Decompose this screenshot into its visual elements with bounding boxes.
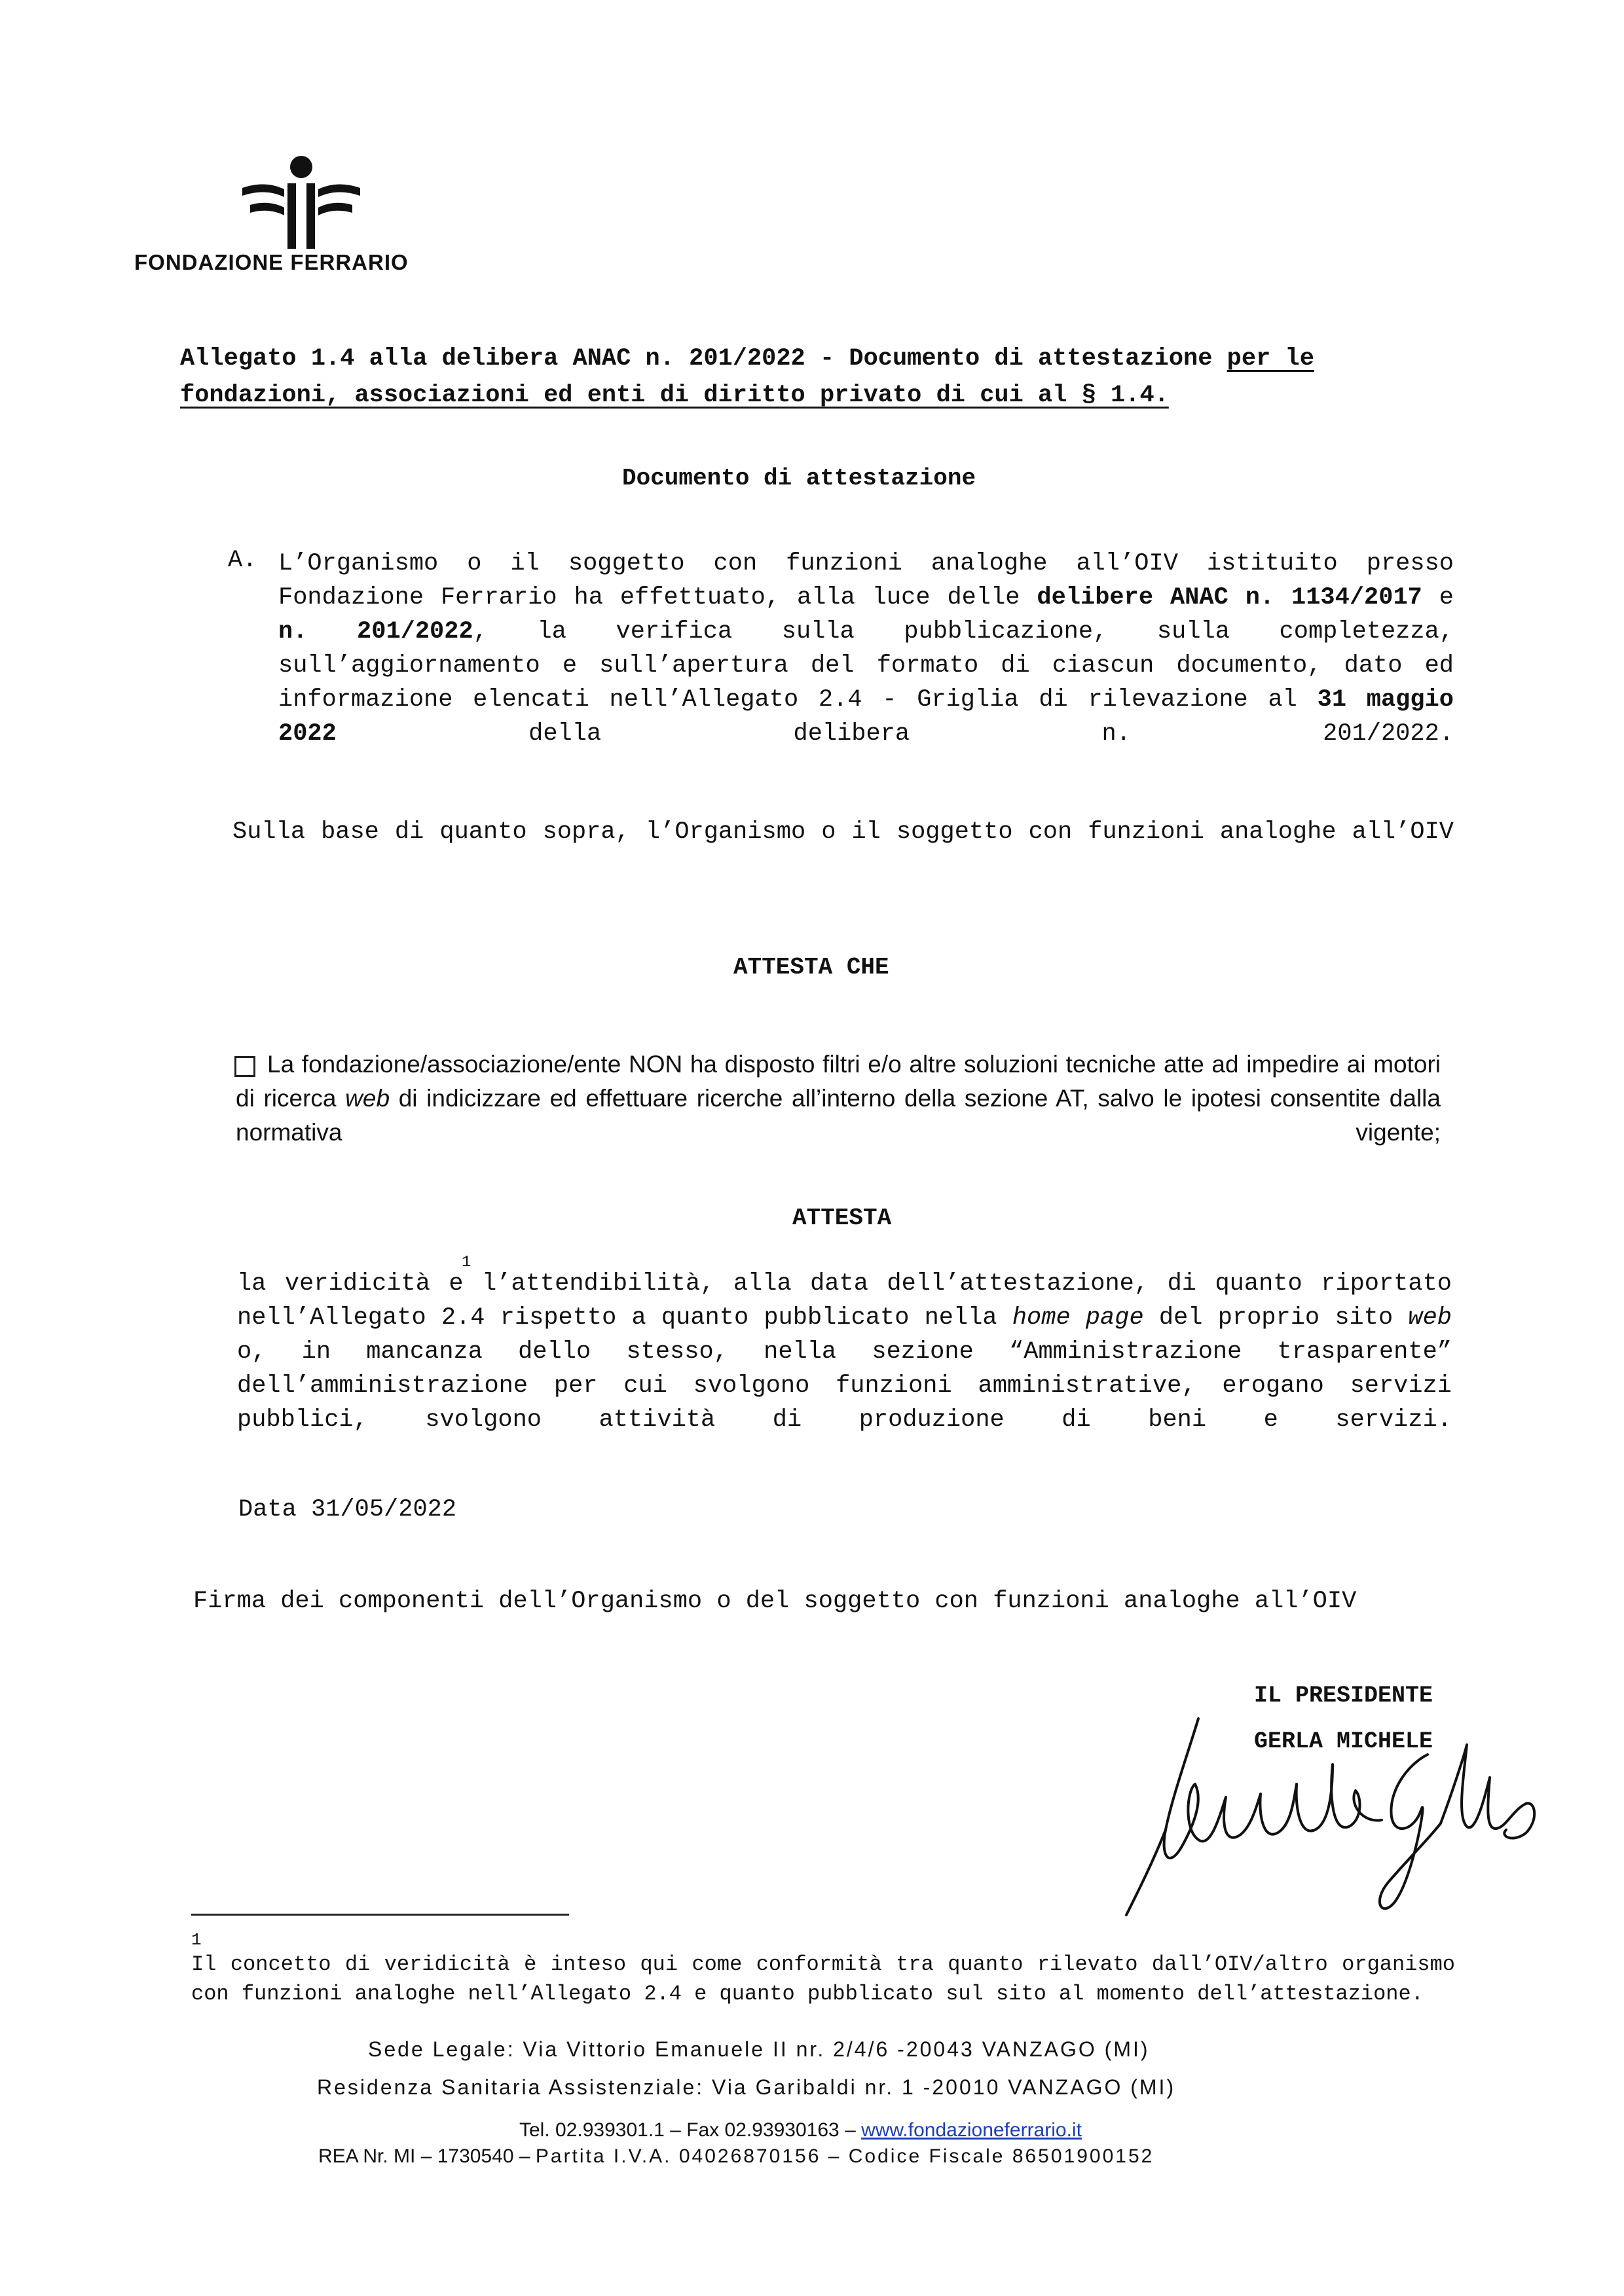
- section-a-bold-3: 31 maggio 2022: [278, 686, 1454, 748]
- attesta-heading: ATTESTA: [792, 1205, 892, 1231]
- statement-text-2: di indicizzare ed effettuare ricerche all’interno della sezione AT, salvo le ipotesi consentite dalla normativa vigente;: [236, 1085, 1441, 1146]
- footer-rea: REA Nr. MI – 1730540 –: [318, 2145, 536, 2167]
- section-a-text-3: , la verifica sulla pubblicazione, sulla completezza, sull’aggiornamento e sull’apertura del formato di ciascun documento, dato ed informazione elencati nell’Allegato 2.4 - Griglia di rilevazione al: [278, 618, 1454, 714]
- footer-sede-legale: Sede Legale: Via Vittorio Emanuele II nr. 2/4/6 -20043 VANZAGO (MI): [368, 2037, 1150, 2061]
- statement-text-1: La fondazione/associazione/ente NON ha disposto filtri e/o altre soluzioni tecniche atte ad impedire ai motori di ricerca: [236, 1051, 1441, 1112]
- section-a-letter: A.: [228, 547, 257, 574]
- section-a-text-1: L’Organismo o il soggetto con funzioni analoghe all’OIV istituito presso Fondazione Ferrario ha effettuato, alla luce delle: [278, 550, 1454, 611]
- logo-text: FONDAZIONE FERRARIO: [134, 250, 409, 274]
- date-line: Data 31/05/2022: [238, 1496, 457, 1523]
- handwritten-signature-icon: [1074, 1705, 1559, 1922]
- header-line-1a: Allegato 1.4 alla delibera ANAC n. 201/2022 - Documento di attestazione: [180, 345, 1227, 373]
- veridicita-text-2: del proprio sito: [1143, 1304, 1409, 1332]
- header-line-1b: per le: [1227, 345, 1314, 373]
- section-a-bold-1: delibere ANAC n. 1134/2017: [1037, 584, 1422, 611]
- footer-piva-cf: Partita I.V.A. 04026870156 – Codice Fiscale 86501900152: [535, 2145, 1154, 2167]
- signatory-role: IL PRESIDENTE: [1254, 1683, 1433, 1709]
- document-title: Documento di attestazione: [622, 465, 976, 492]
- section-a-text-2: e: [1422, 584, 1454, 611]
- sulla-base-paragraph: Sulla base di quanto sopra, l’Organismo o il soggetto con funzioni analoghe all’OIV: [232, 818, 1454, 846]
- header-line-1: [180, 345, 1314, 373]
- footnote-divider: [191, 1914, 569, 1916]
- attesta-che-heading: ATTESTA CHE: [733, 954, 889, 981]
- footnote-text: Il concetto di veridicità è inteso qui come conformità tra quanto rilevato dall’OIV/altro organismo con funzioni analoghe nell’Allegato 2.4 e quanto pubblicato sul sito al momento dell’attestazione.: [191, 1952, 1455, 2006]
- veridicita-paragraph: [237, 1267, 1452, 1437]
- section-a-paragraph: [278, 547, 1454, 751]
- footnote-mark: 1: [191, 1930, 202, 1950]
- veridicita-italic-2: web: [1408, 1304, 1452, 1332]
- statement-italic-1: web: [345, 1085, 390, 1112]
- header-line-2: fondazioni, associazioni ed enti di diritto privato di cui al § 1.4.: [180, 382, 1169, 409]
- section-a-bold-2: n. 201/2022: [278, 618, 473, 646]
- signatory-name: GERLA MICHELE: [1254, 1728, 1433, 1755]
- veridicita-italic-1: home page: [1012, 1304, 1144, 1332]
- footer-tel-fax: Tel. 02.939301.1 – Fax 02.93930163 –: [519, 2119, 862, 2141]
- section-a-text-4: della delibera n. 201/2022.: [336, 720, 1454, 748]
- firma-line: Firma dei componenti dell’Organismo o del soggetto con funzioni analoghe all’OIV: [193, 1588, 1357, 1615]
- footer-residenza: Residenza Sanitaria Assistenziale: Via Garibaldi nr. 1 -20010 VANZAGO (MI): [317, 2075, 1176, 2099]
- fondazione-ferrario-logo-icon: [236, 154, 367, 252]
- statement-paragraph: [236, 1048, 1441, 1150]
- footer-website-link[interactable]: www.fondazioneferrario.it: [861, 2119, 1082, 2141]
- veridicita-text-3: o, in mancanza dello stesso, nella sezione “Amministrazione trasparente” dell’amministrazione per cui svolgono funzioni amministrative, erogano servizi pubblici, svolgono attività di produzione di beni e servizi.: [237, 1338, 1452, 1434]
- footer-registry: [318, 2145, 1154, 2168]
- footer-contacts: [519, 2119, 1082, 2141]
- footnote-reference: 1: [462, 1254, 471, 1271]
- veridicita-text-1: la veridicità e l’attendibilità, alla data dell’attestazione, di quanto riportato nell’Allegato 2.4 rispetto a quanto pubblicato nella: [237, 1270, 1452, 1332]
